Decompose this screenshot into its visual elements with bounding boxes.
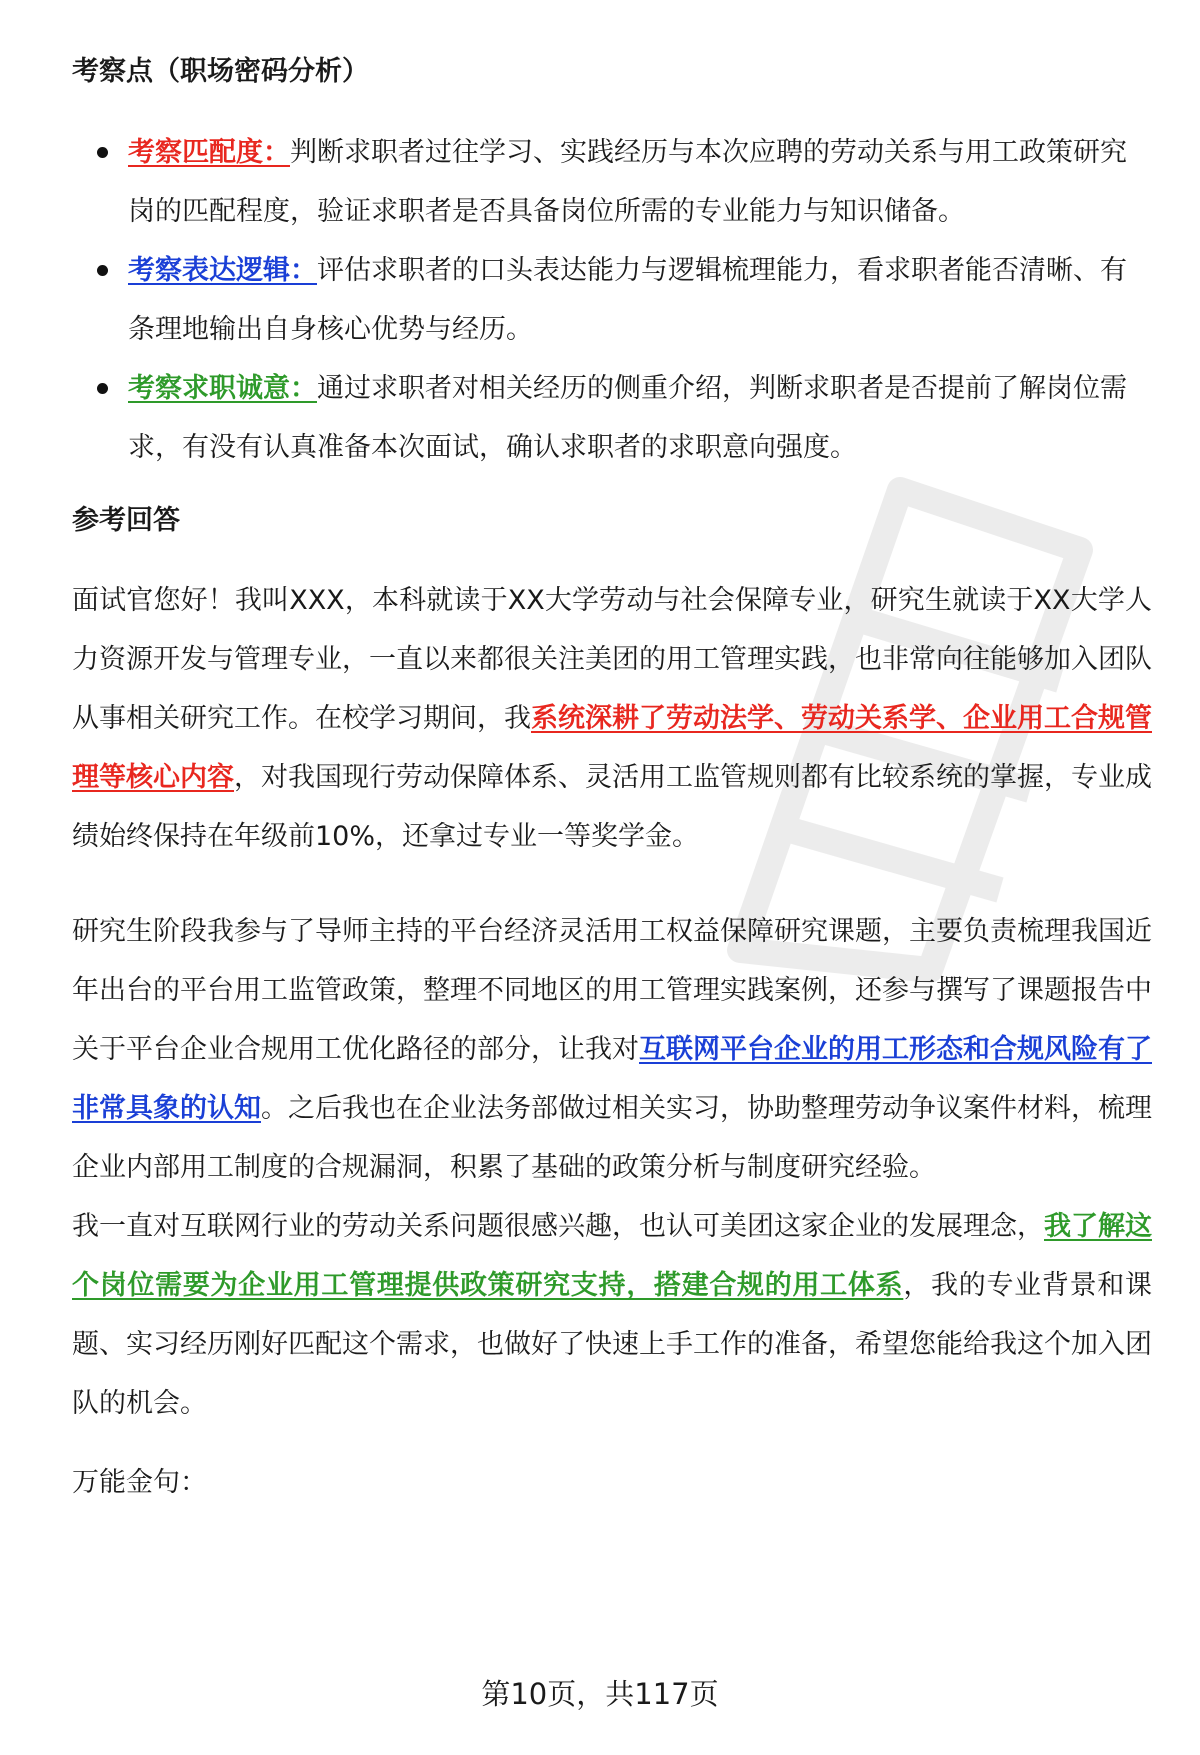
point-label: 考察匹配度： xyxy=(128,136,290,168)
answer-paragraph-2 xyxy=(72,902,1152,1197)
document-content xyxy=(72,52,1152,1512)
paragraph-text: 。之后我也在企业法务部做过相关实习，协助整理劳动争议案件材料，梳理企业内部用工制度的合规漏洞，积累了基础的政策分析与制度研究经验。 xyxy=(72,1093,1152,1183)
point-label: 考察表达逻辑： xyxy=(128,254,317,286)
bullet-icon xyxy=(97,383,108,394)
list-item xyxy=(72,359,1152,477)
point-text: 评估求职者的口头表达能力与逻辑梳理能力，看求职者能否清晰、有条理地输出自身核心优势与经历。 xyxy=(128,254,1127,345)
point-text: 通过求职者对相关经历的侧重介绍，判断求职者是否提前了解岗位需求，有没有认真准备本次面试，确认求职者的求职意向强度。 xyxy=(128,372,1127,463)
answer-paragraph-1 xyxy=(72,571,1152,866)
highlight-text: 我了解这个岗位需要为企业用工管理提供政策研究支持，搭建合规的用工体系 xyxy=(72,1211,1152,1301)
paragraph-text: 我一直对互联网行业的劳动关系问题很感兴趣，也认可美团这家企业的发展理念， xyxy=(72,1211,1044,1242)
paragraph-gap xyxy=(72,866,1152,902)
point-label: 考察求职诚意： xyxy=(128,372,317,404)
bullet-icon xyxy=(97,147,108,158)
section-title-reference-answer: 参考回答 xyxy=(72,504,180,536)
bullet-icon xyxy=(97,265,108,276)
paragraph-text: ，对我国现行劳动保障体系、灵活用工监管规则都有比较系统的掌握，专业成绩始终保持在年级前10%，还拿过专业一等奖学金。 xyxy=(72,762,1152,852)
section-label-golden-sentences: 万能金句： xyxy=(72,1467,207,1498)
section-title-assessment: 考察点（职场密码分析） xyxy=(72,56,369,87)
answer-paragraph-3 xyxy=(72,1197,1152,1433)
paragraph-text: 面试官您好！我叫XXX，本科就读于XX大学劳动与社会保障专业，研究生就读于XX大学人力资源开发与管理专业，一直以来都很关注美团的用工管理实践，也非常向往能够加入团队从事相关研究工作。在校学习期间，我 xyxy=(72,585,1152,734)
paragraph-gap xyxy=(72,1433,1152,1453)
highlight-text: 互联网平台企业的用工形态和合规风险有了非常具象的认知 xyxy=(72,1034,1152,1124)
paragraph-text: ，我的专业背景和课题、实习经历刚好匹配这个需求，也做好了快速上手工作的准备，希望您能给我这个加入团队的机会。 xyxy=(72,1270,1153,1419)
list-item xyxy=(72,241,1152,359)
point-text: 判断求职者过往学习、实践经历与本次应聘的劳动关系与用工政策研究岗的匹配程度，验证求职者是否具备岗位所需的专业能力与知识储备。 xyxy=(128,136,1127,227)
paragraph-text: 研究生阶段我参与了导师主持的平台经济灵活用工权益保障研究课题，主要负责梳理我国近年出台的平台用工监管政策，整理不同地区的用工管理实践案例，还参与撰写了课题报告中关于平台企业合规用工优化路径的部分，让我对 xyxy=(72,916,1152,1065)
assessment-list xyxy=(72,123,1152,477)
highlight-text: 系统深耕了劳动法学、劳动关系学、企业用工合规管理等核心内容 xyxy=(72,703,1152,793)
list-item xyxy=(72,123,1152,241)
page-number: 第10页，共117页 xyxy=(481,1677,719,1711)
